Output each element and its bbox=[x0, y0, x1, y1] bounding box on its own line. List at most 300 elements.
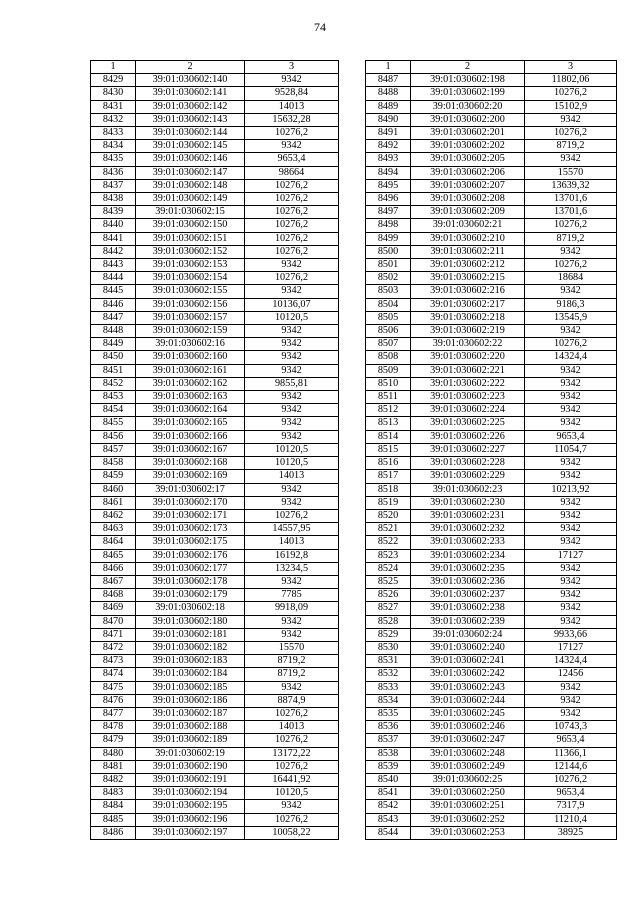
row-number-cell: 8538 bbox=[366, 747, 411, 760]
value-cell: 14013 bbox=[245, 470, 339, 483]
value-cell: 10276,2 bbox=[525, 87, 617, 100]
value-cell: 9342 bbox=[525, 325, 617, 338]
row-number-cell: 8433 bbox=[91, 127, 136, 140]
row-number-cell: 8544 bbox=[366, 826, 411, 839]
table-row bbox=[366, 668, 617, 681]
cadastral-number-cell: 39:01:030602:238 bbox=[411, 602, 525, 615]
row-number-cell: 8440 bbox=[91, 219, 136, 232]
value-cell: 10276,2 bbox=[245, 193, 339, 206]
row-number-cell: 8455 bbox=[91, 417, 136, 430]
cadastral-number-cell: 39:01:030602:243 bbox=[411, 681, 525, 694]
table-row bbox=[91, 113, 339, 126]
value-cell: 9342 bbox=[525, 417, 617, 430]
table-row bbox=[91, 826, 339, 839]
cadastral-number-cell: 39:01:030602:153 bbox=[136, 259, 245, 272]
value-cell: 10276,2 bbox=[525, 338, 617, 351]
cadastral-number-cell: 39:01:030602:194 bbox=[136, 787, 245, 800]
cadastral-number-cell: 39:01:030602:250 bbox=[411, 787, 525, 800]
cadastral-number-cell: 39:01:030602:216 bbox=[411, 285, 525, 298]
value-cell: 9342 bbox=[525, 153, 617, 166]
cadastral-number-cell: 39:01:030602:149 bbox=[136, 193, 245, 206]
value-cell: 9342 bbox=[525, 694, 617, 707]
table-row bbox=[91, 153, 339, 166]
cadastral-number-cell: 39:01:030602:189 bbox=[136, 734, 245, 747]
cadastral-number-cell: 39:01:030602:183 bbox=[136, 655, 245, 668]
value-cell: 14013 bbox=[245, 536, 339, 549]
row-number-cell: 8531 bbox=[366, 655, 411, 668]
value-cell: 9342 bbox=[525, 509, 617, 522]
cadastral-number-cell: 39:01:030602:215 bbox=[411, 272, 525, 285]
row-number-cell: 8442 bbox=[91, 245, 136, 258]
value-cell: 9342 bbox=[245, 404, 339, 417]
cadastral-number-cell: 39:01:030602:165 bbox=[136, 417, 245, 430]
header-cell-3: 3 bbox=[525, 61, 617, 74]
table-row bbox=[91, 575, 339, 588]
table-row bbox=[366, 787, 617, 800]
cadastral-number-cell: 39:01:030602:173 bbox=[136, 523, 245, 536]
cadastral-number-cell: 39:01:030602:161 bbox=[136, 364, 245, 377]
value-cell: 10136,07 bbox=[245, 298, 339, 311]
table-row bbox=[366, 628, 617, 641]
header-cell-2: 2 bbox=[411, 61, 525, 74]
cadastral-number-cell: 39:01:030602:182 bbox=[136, 641, 245, 654]
table-row bbox=[366, 760, 617, 773]
value-cell: 9342 bbox=[525, 523, 617, 536]
row-number-cell: 8436 bbox=[91, 166, 136, 179]
table-row bbox=[366, 193, 617, 206]
row-number-cell: 8523 bbox=[366, 549, 411, 562]
row-number-cell: 8461 bbox=[91, 496, 136, 509]
row-number-cell: 8496 bbox=[366, 193, 411, 206]
cadastral-number-cell: 39:01:030602:191 bbox=[136, 773, 245, 786]
row-number-cell: 8452 bbox=[91, 377, 136, 390]
row-number-cell: 8472 bbox=[91, 641, 136, 654]
cadastral-number-cell: 39:01:030602:19 bbox=[136, 747, 245, 760]
table-row bbox=[91, 509, 339, 522]
row-number-cell: 8500 bbox=[366, 245, 411, 258]
table-row bbox=[366, 800, 617, 813]
row-number-cell: 8497 bbox=[366, 206, 411, 219]
value-cell: 9653,4 bbox=[525, 734, 617, 747]
table-row bbox=[366, 74, 617, 87]
row-number-cell: 8430 bbox=[91, 87, 136, 100]
table-row bbox=[91, 641, 339, 654]
row-number-cell: 8487 bbox=[366, 74, 411, 87]
row-number-cell: 8454 bbox=[91, 404, 136, 417]
row-number-cell: 8508 bbox=[366, 351, 411, 364]
value-cell: 9342 bbox=[525, 113, 617, 126]
value-cell: 9342 bbox=[245, 430, 339, 443]
table-row bbox=[366, 496, 617, 509]
table-row bbox=[91, 219, 339, 232]
cadastral-number-cell: 39:01:030602:169 bbox=[136, 470, 245, 483]
cadastral-number-cell: 39:01:030602:212 bbox=[411, 259, 525, 272]
table-row bbox=[366, 747, 617, 760]
row-number-cell: 8499 bbox=[366, 232, 411, 245]
cadastral-number-cell: 39:01:030602:226 bbox=[411, 430, 525, 443]
table-row bbox=[91, 206, 339, 219]
cadastral-number-cell: 39:01:030602:232 bbox=[411, 523, 525, 536]
value-cell: 10120,5 bbox=[245, 443, 339, 456]
cadastral-number-cell: 39:01:030602:244 bbox=[411, 694, 525, 707]
value-cell: 14013 bbox=[245, 100, 339, 113]
row-number-cell: 8510 bbox=[366, 377, 411, 390]
row-number-cell: 8489 bbox=[366, 100, 411, 113]
table-row bbox=[91, 483, 339, 496]
cadastral-number-cell: 39:01:030602:253 bbox=[411, 826, 525, 839]
value-cell: 9342 bbox=[525, 285, 617, 298]
table-row bbox=[366, 562, 617, 575]
row-number-cell: 8484 bbox=[91, 800, 136, 813]
left-table bbox=[90, 60, 339, 840]
value-cell: 12144,6 bbox=[525, 760, 617, 773]
cadastral-number-cell: 39:01:030602:206 bbox=[411, 166, 525, 179]
cadastral-number-cell: 39:01:030602:23 bbox=[411, 483, 525, 496]
table-row bbox=[366, 681, 617, 694]
value-cell: 15102,9 bbox=[525, 100, 617, 113]
table-row bbox=[91, 813, 339, 826]
row-number-cell: 8543 bbox=[366, 813, 411, 826]
row-number-cell: 8469 bbox=[91, 602, 136, 615]
value-cell: 13701,6 bbox=[525, 206, 617, 219]
row-number-cell: 8526 bbox=[366, 589, 411, 602]
table-row bbox=[91, 298, 339, 311]
table-row bbox=[91, 721, 339, 734]
table-row bbox=[91, 694, 339, 707]
cadastral-number-cell: 39:01:030602:186 bbox=[136, 694, 245, 707]
value-cell: 10276,2 bbox=[525, 773, 617, 786]
value-cell: 9342 bbox=[525, 602, 617, 615]
cadastral-number-cell: 39:01:030602:235 bbox=[411, 562, 525, 575]
table-row bbox=[91, 311, 339, 324]
table-row bbox=[366, 457, 617, 470]
value-cell: 9342 bbox=[245, 364, 339, 377]
row-number-cell: 8435 bbox=[91, 153, 136, 166]
value-cell: 9342 bbox=[245, 285, 339, 298]
value-cell: 10743,3 bbox=[525, 721, 617, 734]
table-row bbox=[366, 100, 617, 113]
table-row bbox=[366, 443, 617, 456]
cadastral-number-cell: 39:01:030602:175 bbox=[136, 536, 245, 549]
value-cell: 10276,2 bbox=[525, 259, 617, 272]
value-cell: 10276,2 bbox=[245, 509, 339, 522]
row-number-cell: 8458 bbox=[91, 457, 136, 470]
table-row bbox=[91, 562, 339, 575]
value-cell: 9342 bbox=[525, 562, 617, 575]
table-row bbox=[91, 668, 339, 681]
value-cell: 15570 bbox=[245, 641, 339, 654]
value-cell: 10276,2 bbox=[245, 272, 339, 285]
row-number-cell: 8537 bbox=[366, 734, 411, 747]
value-cell: 9342 bbox=[245, 74, 339, 87]
cadastral-number-cell: 39:01:030602:168 bbox=[136, 457, 245, 470]
row-number-cell: 8457 bbox=[91, 443, 136, 456]
cadastral-number-cell: 39:01:030602:236 bbox=[411, 575, 525, 588]
cadastral-number-cell: 39:01:030602:221 bbox=[411, 364, 525, 377]
cadastral-number-cell: 39:01:030602:227 bbox=[411, 443, 525, 456]
table-row bbox=[91, 404, 339, 417]
row-number-cell: 8479 bbox=[91, 734, 136, 747]
value-cell: 9342 bbox=[245, 483, 339, 496]
cadastral-number-cell: 39:01:030602:24 bbox=[411, 628, 525, 641]
row-number-cell: 8495 bbox=[366, 179, 411, 192]
table-row bbox=[366, 813, 617, 826]
row-number-cell: 8467 bbox=[91, 575, 136, 588]
table-row bbox=[366, 127, 617, 140]
table-row bbox=[91, 351, 339, 364]
cadastral-number-cell: 39:01:030602:237 bbox=[411, 589, 525, 602]
row-number-cell: 8504 bbox=[366, 298, 411, 311]
table-row bbox=[366, 483, 617, 496]
row-number-cell: 8521 bbox=[366, 523, 411, 536]
table-row bbox=[91, 443, 339, 456]
cadastral-number-cell: 39:01:030602:240 bbox=[411, 641, 525, 654]
cadastral-number-cell: 39:01:030602:162 bbox=[136, 377, 245, 390]
header-cell-1: 1 bbox=[366, 61, 411, 74]
cadastral-number-cell: 39:01:030602:209 bbox=[411, 206, 525, 219]
row-number-cell: 8447 bbox=[91, 311, 136, 324]
table-row bbox=[366, 417, 617, 430]
cadastral-number-cell: 39:01:030602:16 bbox=[136, 338, 245, 351]
table-row bbox=[366, 549, 617, 562]
cadastral-number-cell: 39:01:030602:233 bbox=[411, 536, 525, 549]
value-cell: 9186,3 bbox=[525, 298, 617, 311]
table-row bbox=[366, 509, 617, 522]
value-cell: 10276,2 bbox=[245, 245, 339, 258]
cadastral-number-cell: 39:01:030602:148 bbox=[136, 179, 245, 192]
cadastral-number-cell: 39:01:030602:198 bbox=[411, 74, 525, 87]
row-number-cell: 8485 bbox=[91, 813, 136, 826]
row-number-cell: 8540 bbox=[366, 773, 411, 786]
table-row bbox=[366, 470, 617, 483]
cadastral-number-cell: 39:01:030602:21 bbox=[411, 219, 525, 232]
page-number: 74 bbox=[314, 20, 326, 34]
value-cell: 9342 bbox=[525, 681, 617, 694]
cadastral-number-cell: 39:01:030602:228 bbox=[411, 457, 525, 470]
value-cell: 9342 bbox=[525, 377, 617, 390]
cadastral-number-cell: 39:01:030602:252 bbox=[411, 813, 525, 826]
table-row bbox=[91, 245, 339, 258]
cadastral-number-cell: 39:01:030602:207 bbox=[411, 179, 525, 192]
table-row bbox=[366, 140, 617, 153]
value-cell: 8874,9 bbox=[245, 694, 339, 707]
value-cell: 9342 bbox=[245, 140, 339, 153]
row-number-cell: 8494 bbox=[366, 166, 411, 179]
row-number-cell: 8491 bbox=[366, 127, 411, 140]
value-cell: 9528,84 bbox=[245, 87, 339, 100]
table-row bbox=[91, 734, 339, 747]
value-cell: 9918,09 bbox=[245, 602, 339, 615]
value-cell: 9653,4 bbox=[525, 430, 617, 443]
row-number-cell: 8539 bbox=[366, 760, 411, 773]
row-number-cell: 8432 bbox=[91, 113, 136, 126]
row-number-cell: 8534 bbox=[366, 694, 411, 707]
row-number-cell: 8466 bbox=[91, 562, 136, 575]
row-number-cell: 8480 bbox=[91, 747, 136, 760]
value-cell: 15570 bbox=[525, 166, 617, 179]
value-cell: 9342 bbox=[245, 628, 339, 641]
header-row bbox=[366, 61, 617, 74]
cadastral-number-cell: 39:01:030602:234 bbox=[411, 549, 525, 562]
value-cell: 9342 bbox=[525, 391, 617, 404]
value-cell: 10276,2 bbox=[245, 179, 339, 192]
table-row bbox=[91, 430, 339, 443]
table-row bbox=[366, 694, 617, 707]
cadastral-number-cell: 39:01:030602:202 bbox=[411, 140, 525, 153]
row-number-cell: 8527 bbox=[366, 602, 411, 615]
table-row bbox=[366, 589, 617, 602]
cadastral-number-cell: 39:01:030602:155 bbox=[136, 285, 245, 298]
row-number-cell: 8476 bbox=[91, 694, 136, 707]
table-row bbox=[366, 325, 617, 338]
cadastral-number-cell: 39:01:030602:164 bbox=[136, 404, 245, 417]
cadastral-number-cell: 39:01:030602:157 bbox=[136, 311, 245, 324]
value-cell: 8719,2 bbox=[525, 140, 617, 153]
row-number-cell: 8502 bbox=[366, 272, 411, 285]
table-row bbox=[91, 140, 339, 153]
cadastral-number-cell: 39:01:030602:188 bbox=[136, 721, 245, 734]
row-number-cell: 8464 bbox=[91, 536, 136, 549]
cadastral-number-cell: 39:01:030602:145 bbox=[136, 140, 245, 153]
value-cell: 9342 bbox=[245, 338, 339, 351]
value-cell: 10120,5 bbox=[245, 457, 339, 470]
value-cell: 9342 bbox=[525, 364, 617, 377]
table-row bbox=[366, 826, 617, 839]
cadastral-number-cell: 39:01:030602:141 bbox=[136, 87, 245, 100]
value-cell: 10276,2 bbox=[245, 127, 339, 140]
row-number-cell: 8471 bbox=[91, 628, 136, 641]
row-number-cell: 8462 bbox=[91, 509, 136, 522]
cadastral-number-cell: 39:01:030602:200 bbox=[411, 113, 525, 126]
cadastral-number-cell: 39:01:030602:181 bbox=[136, 628, 245, 641]
value-cell: 9342 bbox=[245, 417, 339, 430]
table-row bbox=[91, 127, 339, 140]
value-cell: 9342 bbox=[525, 589, 617, 602]
row-number-cell: 8533 bbox=[366, 681, 411, 694]
cadastral-number-cell: 39:01:030602:152 bbox=[136, 245, 245, 258]
table-row bbox=[91, 681, 339, 694]
table-row bbox=[366, 87, 617, 100]
table-row bbox=[91, 615, 339, 628]
value-cell: 9342 bbox=[525, 575, 617, 588]
table-row bbox=[91, 232, 339, 245]
value-cell: 9342 bbox=[245, 351, 339, 364]
row-number-cell: 8542 bbox=[366, 800, 411, 813]
value-cell: 9653,4 bbox=[525, 787, 617, 800]
row-number-cell: 8503 bbox=[366, 285, 411, 298]
row-number-cell: 8488 bbox=[366, 87, 411, 100]
row-number-cell: 8468 bbox=[91, 589, 136, 602]
value-cell: 18684 bbox=[525, 272, 617, 285]
table-row bbox=[91, 549, 339, 562]
value-cell: 8719,2 bbox=[525, 232, 617, 245]
value-cell: 14324,4 bbox=[525, 655, 617, 668]
row-number-cell: 8514 bbox=[366, 430, 411, 443]
value-cell: 17127 bbox=[525, 641, 617, 654]
row-number-cell: 8438 bbox=[91, 193, 136, 206]
cadastral-number-cell: 39:01:030602:222 bbox=[411, 377, 525, 390]
cadastral-number-cell: 39:01:030602:242 bbox=[411, 668, 525, 681]
value-cell: 10276,2 bbox=[245, 760, 339, 773]
cadastral-number-cell: 39:01:030602:15 bbox=[136, 206, 245, 219]
cadastral-number-cell: 39:01:030602:18 bbox=[136, 602, 245, 615]
table-row bbox=[91, 179, 339, 192]
cadastral-number-cell: 39:01:030602:185 bbox=[136, 681, 245, 694]
table-row bbox=[91, 773, 339, 786]
table-row bbox=[366, 641, 617, 654]
value-cell: 14324,4 bbox=[525, 351, 617, 364]
table-row bbox=[91, 87, 339, 100]
table-row bbox=[366, 179, 617, 192]
table-row bbox=[91, 470, 339, 483]
table-row bbox=[366, 575, 617, 588]
value-cell: 10276,2 bbox=[245, 707, 339, 720]
row-number-cell: 8451 bbox=[91, 364, 136, 377]
cadastral-number-cell: 39:01:030602:245 bbox=[411, 707, 525, 720]
row-number-cell: 8506 bbox=[366, 325, 411, 338]
row-number-cell: 8463 bbox=[91, 523, 136, 536]
row-number-cell: 8520 bbox=[366, 509, 411, 522]
table-row bbox=[366, 219, 617, 232]
row-number-cell: 8482 bbox=[91, 773, 136, 786]
value-cell: 9342 bbox=[245, 496, 339, 509]
table-row bbox=[366, 721, 617, 734]
table-row bbox=[91, 338, 339, 351]
table-row bbox=[366, 153, 617, 166]
row-number-cell: 8509 bbox=[366, 364, 411, 377]
row-number-cell: 8453 bbox=[91, 391, 136, 404]
table-row bbox=[366, 707, 617, 720]
row-number-cell: 8490 bbox=[366, 113, 411, 126]
row-number-cell: 8431 bbox=[91, 100, 136, 113]
cadastral-number-cell: 39:01:030602:171 bbox=[136, 509, 245, 522]
row-number-cell: 8486 bbox=[91, 826, 136, 839]
value-cell: 9342 bbox=[525, 404, 617, 417]
table-row bbox=[91, 193, 339, 206]
cadastral-number-cell: 39:01:030602:205 bbox=[411, 153, 525, 166]
value-cell: 9855,81 bbox=[245, 377, 339, 390]
cadastral-number-cell: 39:01:030602:167 bbox=[136, 443, 245, 456]
cadastral-number-cell: 39:01:030602:17 bbox=[136, 483, 245, 496]
table-row bbox=[366, 113, 617, 126]
cadastral-number-cell: 39:01:030602:208 bbox=[411, 193, 525, 206]
table-row bbox=[366, 391, 617, 404]
row-number-cell: 8429 bbox=[91, 74, 136, 87]
row-number-cell: 8517 bbox=[366, 470, 411, 483]
cadastral-number-cell: 39:01:030602:160 bbox=[136, 351, 245, 364]
cadastral-number-cell: 39:01:030602:248 bbox=[411, 747, 525, 760]
cadastral-number-cell: 39:01:030602:231 bbox=[411, 509, 525, 522]
cadastral-number-cell: 39:01:030602:163 bbox=[136, 391, 245, 404]
table-row bbox=[366, 523, 617, 536]
row-number-cell: 8515 bbox=[366, 443, 411, 456]
value-cell: 10058,22 bbox=[245, 826, 339, 839]
table-row bbox=[366, 377, 617, 390]
row-number-cell: 8477 bbox=[91, 707, 136, 720]
value-cell: 14557,95 bbox=[245, 523, 339, 536]
value-cell: 12456 bbox=[525, 668, 617, 681]
table-row bbox=[91, 589, 339, 602]
table-row bbox=[91, 364, 339, 377]
row-number-cell: 8498 bbox=[366, 219, 411, 232]
header-row bbox=[91, 61, 339, 74]
table-row bbox=[91, 74, 339, 87]
value-cell: 10120,5 bbox=[245, 311, 339, 324]
row-number-cell: 8528 bbox=[366, 615, 411, 628]
row-number-cell: 8505 bbox=[366, 311, 411, 324]
cadastral-number-cell: 39:01:030602:147 bbox=[136, 166, 245, 179]
row-number-cell: 8448 bbox=[91, 325, 136, 338]
